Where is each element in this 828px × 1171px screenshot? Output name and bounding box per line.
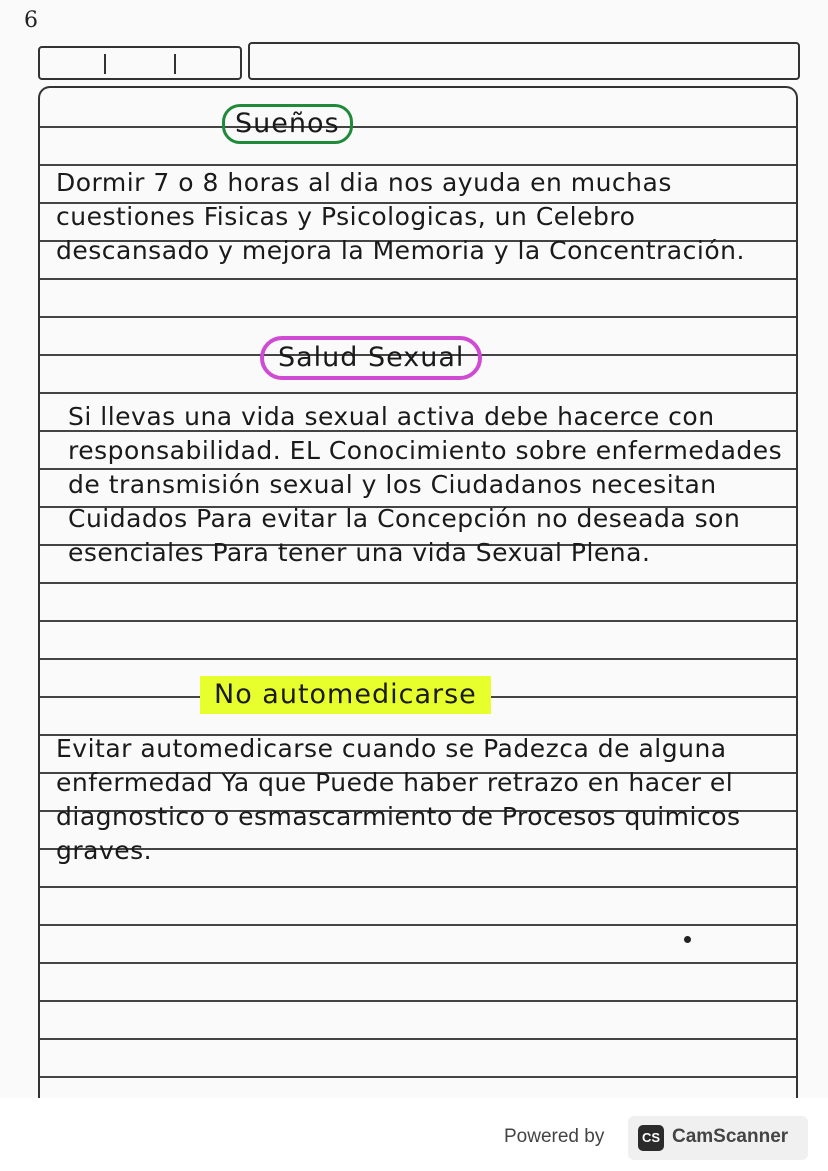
header-tick [104, 54, 106, 74]
header-tick [174, 54, 176, 74]
heading-salud-sexual: Salud Sexual [260, 336, 482, 380]
heading-suenos: Sueños [222, 104, 353, 144]
header-box-small [38, 46, 242, 80]
powered-by-text: Powered by [504, 1126, 605, 1147]
camscanner-badge [628, 1116, 808, 1160]
notebook-page [38, 86, 798, 1100]
header-box-large [248, 42, 800, 80]
paragraph-suenos: Dormir 7 o 8 horas al dia nos ayuda en muchas cuestiones Fisicas y Psicologicas, un Celebro descansado y mejora la Memoria y la Concentración. [56, 168, 745, 265]
paragraph-no-automedicarse: Evitar automedicarse cuando se Padezca de alguna enfermedad Ya que Puede haber retrazo en hacer el diagnostico o esmascarmiento de Procesos quimicos graves. [56, 734, 741, 865]
camscanner-logo-icon: CS [638, 1125, 664, 1151]
ink-dot [684, 936, 691, 943]
camscanner-brand: CamScanner [672, 1126, 789, 1147]
page-number: 6 [24, 8, 38, 33]
heading-no-automedicarse: No automedicarse [200, 676, 491, 714]
paragraph-salud-sexual: Si llevas una vida sexual activa debe hacerce con responsabilidad. EL Conocimiento sobre enfermedades de transmisión sexual y los Ciudadanos necesitan Cuidados Para evitar la Concepción no deseada son esenciales Para tener una vida Sexual Plena. [68, 402, 783, 567]
